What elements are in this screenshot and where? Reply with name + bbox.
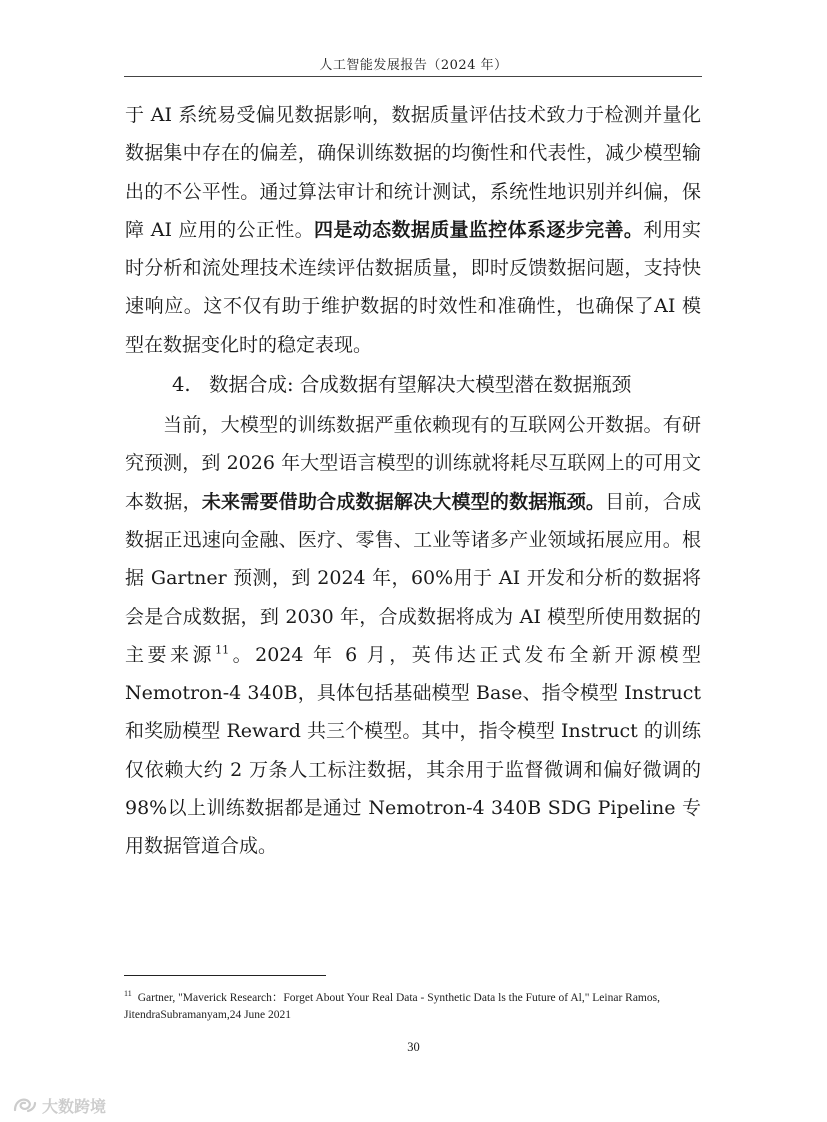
footnote-divider xyxy=(124,975,326,976)
header-divider xyxy=(124,76,702,77)
footnote-text: Gartner, "Maverick Research：Forget About Your Real Data - Synthetic Data ls the Future of Al," Leinar Ramos, JitendraSubramanyam,24 June 2021 xyxy=(124,991,660,1021)
section-number: 4. xyxy=(172,373,191,397)
paragraph-1-text-a: 于 AI 系统易受偏见数据影响，数据质量评估技术致力于检测并量化数据集中存在的偏差，确保训练数据的均衡性和代表性，减少模型输出的不公平性。通过算法审计和统计测试，系统性地识别并纠偏，保障 AI 应用的公正性。 xyxy=(125,104,701,241)
page-header-title: 人工智能发展报告（2024 年） xyxy=(319,58,508,73)
page-number: 30 xyxy=(407,1040,420,1054)
watermark-text: 大数跨境 xyxy=(42,1096,107,1116)
paragraph-2 xyxy=(125,406,701,866)
logo-swirl-icon xyxy=(12,1094,38,1116)
section-heading xyxy=(125,364,701,406)
watermark xyxy=(12,1093,106,1117)
paragraph-2-text-b: 目前，合成数据正迅速向金融、医疗、零售、工业等诸多产业领域拓展应用。根据 Gartner 预测，到 2024 年，60%用于 AI 开发和分析的数据将会是合成数据，到 2030 年，合成数据将成为 AI 模型所使用数据的主要来源 xyxy=(125,490,701,666)
paragraph-1-text-b: 利用实时分析和流处理技术连续评估数据质量，即时反馈数据问题，支持快速响应。这不仅有助于维护数据的时效性和准确性，也确保了AI 模型在数据变化时的稳定表现。 xyxy=(125,218,701,356)
footnote-number: 11 xyxy=(124,989,132,998)
footnote xyxy=(124,985,704,1024)
footnote-reference[interactable]: 11 xyxy=(215,643,230,657)
paragraph-2-text-c: 。2024 年 6 月，英伟达正式发布全新开源模型 Nemotron-4 340B，具体包括基础模型 Base、指令模型 Instruct 和奖励模型 Reward 共三个模型。其中，指令模型 Instruct 的训练仅依赖大约 2 万条人工标注数据，其余用于监督微调和偏好微调的 98%以上训练数据都是通过 Nemotron-4 340B SDG Pipeline 专用数据管道合成。 xyxy=(125,643,701,858)
body-text xyxy=(125,96,701,866)
section-title: 数据合成: 合成数据有望解决大模型潜在数据瓶颈 xyxy=(209,373,632,397)
paragraph-1 xyxy=(125,96,701,364)
paragraph-2-text-a: 当前，大模型的训练数据严重依赖现有的互联网公开数据。有研究预测，到 2026 年大型语言模型的训练就将耗尽互联网上的可用文本数据， xyxy=(125,414,701,513)
paragraph-2-bold: 未来需要借助合成数据解决大模型的数据瓶颈。 xyxy=(201,490,606,513)
paragraph-1-bold: 四是动态数据质量监控体系逐步完善。 xyxy=(313,218,644,241)
